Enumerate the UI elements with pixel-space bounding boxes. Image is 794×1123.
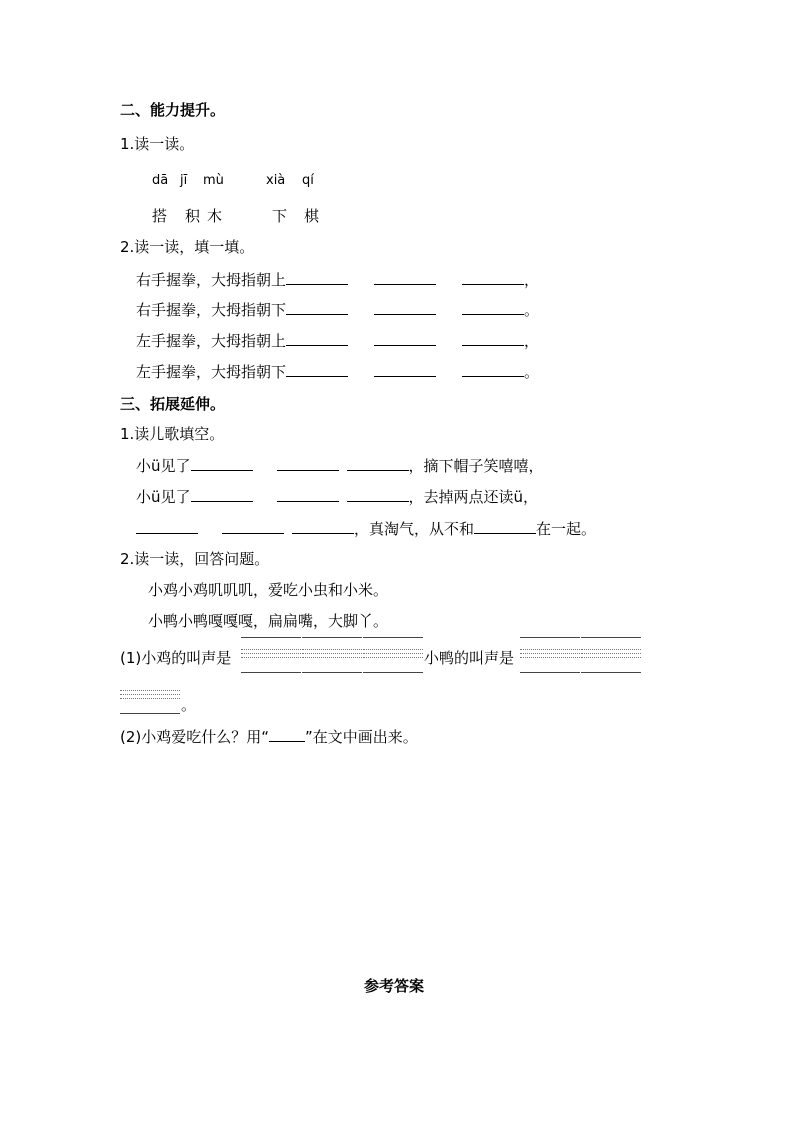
pinyin-qi: qí xyxy=(302,173,314,188)
answer-blank[interactable] xyxy=(374,299,436,315)
section2-q1-label: 1.读一读。 xyxy=(120,135,195,153)
answer-blank[interactable] xyxy=(462,330,524,346)
answer-blank[interactable] xyxy=(286,330,348,346)
answer-blank[interactable] xyxy=(462,361,524,377)
hanzi-da: 搭 xyxy=(152,207,168,225)
section2-title: 二、能力提升。 xyxy=(120,101,226,119)
answer-blank[interactable] xyxy=(462,299,524,315)
answer-blank[interactable] xyxy=(277,486,339,502)
hanzi-xia: 下 xyxy=(272,207,288,225)
rhyme-row-2: 小ü见了 ，去掉两点还读ü， xyxy=(136,488,539,506)
answer-blank[interactable] xyxy=(191,486,253,502)
fill-row-1: 右手握拳，大拇指朝上 ， xyxy=(136,271,540,289)
pinyin-ji: jī xyxy=(180,173,188,188)
pinyin-mu: mù xyxy=(203,173,224,188)
answer-blank[interactable] xyxy=(222,518,284,534)
answer-blank[interactable] xyxy=(277,455,339,471)
hanzi-ji: 积 xyxy=(185,207,201,225)
passage-line-2: 小鸭小鸭嘎嘎嘎，扁扁嘴，大脚丫。 xyxy=(148,612,389,630)
fill-row-4: 左手握拳，大拇指朝下 。 xyxy=(136,363,540,381)
answer-blank[interactable] xyxy=(136,518,198,534)
section3-title: 三、拓展延伸。 xyxy=(120,395,226,413)
answer-blank[interactable] xyxy=(374,330,436,346)
fill-row-3: 左手握拳，大拇指朝上 ， xyxy=(136,332,540,350)
sub-question-1-prefix: (1)小鸡的叫声是 xyxy=(120,649,232,667)
fill-row-2: 右手握拳，大拇指朝下 。 xyxy=(136,301,540,319)
answer-blank[interactable] xyxy=(474,518,536,534)
answer-blank[interactable] xyxy=(462,269,524,285)
rhyme-row-3: ，真淘气，从不和 在一起。 xyxy=(136,518,596,539)
answer-blank[interactable] xyxy=(286,269,348,285)
hanzi-mu: 木 xyxy=(207,207,223,225)
section3-q2-label: 2.读一读，回答问题。 xyxy=(120,550,270,568)
section2-q2-label: 2.读一读，填一填。 xyxy=(120,238,255,256)
answer-blank[interactable] xyxy=(292,518,354,534)
sub-question-1-end: 。 xyxy=(181,696,197,714)
section3-q1-label: 1.读儿歌填空。 xyxy=(120,425,225,443)
answer-blank[interactable] xyxy=(374,269,436,285)
answer-blank[interactable] xyxy=(191,455,253,471)
answer-blank[interactable] xyxy=(286,361,348,377)
pinyin-da: dā xyxy=(152,173,169,188)
answer-blank[interactable] xyxy=(347,486,409,502)
pinyin-xia: xià xyxy=(266,173,286,188)
sub-question-2: (2)小鸡爱吃什么？用“ ”在文中画出来。 xyxy=(120,728,418,746)
sub-question-1-mid: 小鸭的叫声是 xyxy=(424,649,515,667)
answer-blank[interactable] xyxy=(286,299,348,315)
answer-blank[interactable] xyxy=(347,455,409,471)
rhyme-row-1: 小ü见了 ，摘下帽子笑嘻嘻， xyxy=(136,457,544,475)
hanzi-qi: 棋 xyxy=(304,207,320,225)
underline-sample xyxy=(269,727,305,742)
answers-title: 参考答案 xyxy=(364,977,425,995)
passage-line-1: 小鸡小鸡叽叽叽，爱吃小虫和小米。 xyxy=(148,581,389,599)
answer-blank[interactable] xyxy=(374,361,436,377)
